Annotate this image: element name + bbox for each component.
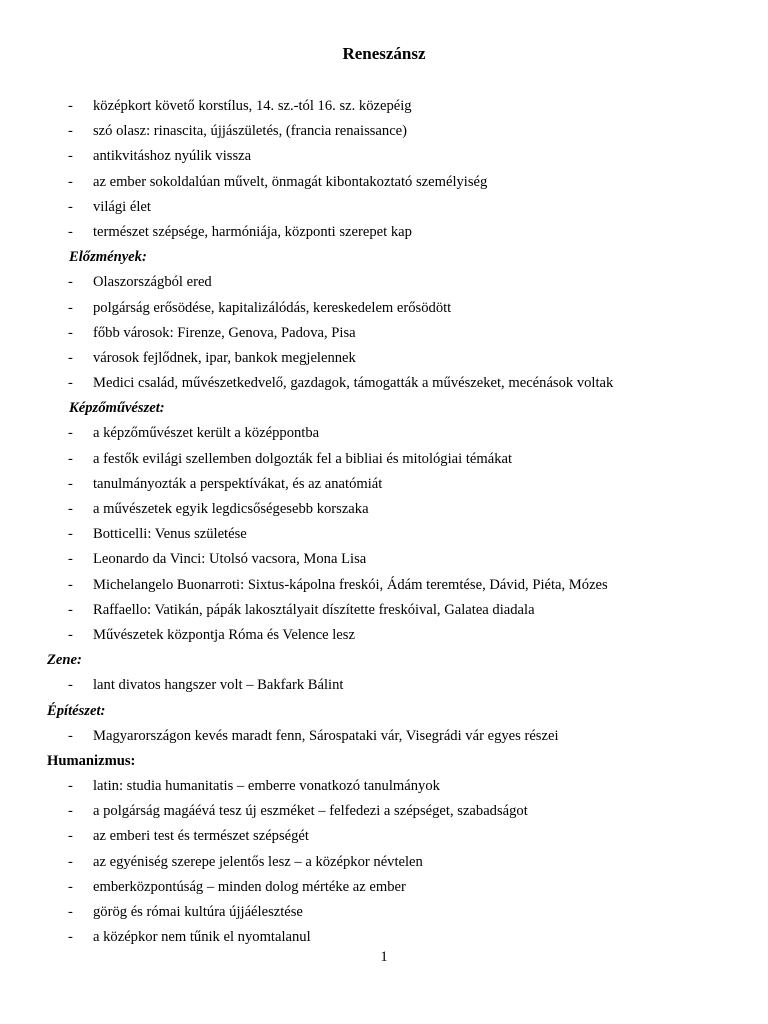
list-item <box>0 296 768 321</box>
list-item <box>0 346 768 371</box>
list-item <box>0 321 768 346</box>
list-item <box>0 573 768 598</box>
list-item-text: az ember sokoldalúan művelt, önmagát kibontakoztató személyiség <box>93 173 488 190</box>
list-item <box>0 900 768 925</box>
list-dash: - <box>68 123 73 140</box>
list-dash: - <box>68 828 73 845</box>
list-dash: - <box>68 450 73 467</box>
list-dash: - <box>68 551 73 568</box>
list-item <box>0 623 768 648</box>
list-item <box>0 824 768 849</box>
list-item <box>0 774 768 799</box>
list-item <box>0 195 768 220</box>
list-item <box>0 472 768 497</box>
list-dash: - <box>68 223 73 240</box>
list-item-text: tanulmányozták a perspektívákat, és az anatómiát <box>93 475 383 492</box>
list-item-text: antikvitáshoz nyúlik vissza <box>93 148 252 165</box>
page-title: Reneszánsz <box>342 44 426 63</box>
list-item-text: görög és római kultúra újjáélesztése <box>93 904 303 920</box>
list-item-text: világi élet <box>93 198 151 215</box>
list-dash: - <box>68 198 73 215</box>
section-heading-kepzomuveszet: Képzőművészet: <box>69 400 165 417</box>
list-item-text: emberközpontúság – minden dolog mértéke az ember <box>93 878 406 895</box>
list-item-text: középkort követő korstílus, 14. sz.-tól 16. sz. közepéig <box>93 98 412 114</box>
list-dash: - <box>68 349 73 366</box>
list-item-text: városok fejlődnek, ipar, bankok megjelennek <box>93 349 356 366</box>
list-item-text: az emberi test és természet szépségét <box>93 828 309 845</box>
list-item-text: főbb városok: Firenze, Genova, Padova, Pisa <box>93 324 356 341</box>
list-dash: - <box>68 803 73 820</box>
list-dash: - <box>68 98 73 114</box>
list-item-text: a művészetek egyik legdicsőségesebb korszaka <box>93 501 369 517</box>
list-dash: - <box>68 904 73 920</box>
list-item-text: szó olasz: rinascita, újjászületés, (francia renaissance) <box>93 123 408 140</box>
list-item <box>0 220 768 245</box>
list-item <box>0 875 768 900</box>
list-item <box>0 598 768 623</box>
list-dash: - <box>68 148 73 165</box>
list-item <box>0 371 768 396</box>
list-dash: - <box>68 626 73 643</box>
list-item <box>0 497 768 522</box>
list-dash: - <box>68 778 73 795</box>
list-dash: - <box>68 576 73 593</box>
list-dash: - <box>68 475 73 492</box>
list-item <box>0 799 768 824</box>
page-number: 1 <box>380 949 388 965</box>
list-item-text: Magyarországon kevés maradt fenn, Sárospataki vár, Visegrádi vár egyes részei <box>93 727 559 744</box>
list-item <box>0 170 768 195</box>
section-heading-zene: Zene: <box>47 652 82 669</box>
list-item-text: a polgárság magáévá tesz új eszméket – felfedezi a szépséget, szabadságot <box>93 803 528 820</box>
list-item-text: a festők evilági szellemben dolgozták fel a bibliai és mitológiai témákat <box>93 450 513 467</box>
list-dash: - <box>68 324 73 341</box>
list-item-text: Medici család, művészetkedvelő, gazdagok, támogatták a művészeket, mecénások voltak <box>93 375 614 392</box>
list-item-text: a képzőművészet került a középpontba <box>93 425 320 442</box>
list-item-text: Olaszországból ered <box>93 274 212 291</box>
section-heading-epiteszet: Építészet: <box>47 702 106 719</box>
list-item <box>0 421 768 446</box>
list-item-text: Botticelli: Venus születése <box>93 526 247 543</box>
list-item <box>0 547 768 572</box>
list-item <box>0 673 768 698</box>
list-item-text: Leonardo da Vinci: Utolsó vacsora, Mona Lisa <box>93 551 367 568</box>
list-dash: - <box>68 601 73 618</box>
list-dash: - <box>68 299 73 316</box>
list-item-text: latin: studia humanitatis – emberre vonatkozó tanulmányok <box>93 778 440 795</box>
section-heading-humanizmus: Humanizmus: <box>47 752 136 769</box>
list-item-text: polgárság erősödése, kapitalizálódás, kereskedelem erősödött <box>93 299 452 316</box>
list-item <box>0 850 768 875</box>
list-item <box>0 724 768 749</box>
list-item <box>0 270 768 295</box>
list-item-text: lant divatos hangszer volt – Bakfark Bálint <box>93 677 344 694</box>
list-item-text: Raffaello: Vatikán, pápák lakosztályait díszítette freskóival, Galatea diadala <box>93 601 535 618</box>
list-dash: - <box>68 526 73 543</box>
list-dash: - <box>68 501 73 517</box>
list-item-text: Művészetek központja Róma és Velence lesz <box>93 626 355 643</box>
list-dash: - <box>68 853 73 870</box>
list-item <box>0 119 768 144</box>
list-dash: - <box>68 274 73 291</box>
section-heading-elozmenyek: Előzmények: <box>69 249 147 266</box>
list-item <box>0 522 768 547</box>
list-item-text: a középkor nem tűnik el nyomtalanul <box>93 929 311 946</box>
list-dash: - <box>68 425 73 442</box>
list-item <box>0 447 768 472</box>
list-dash: - <box>68 929 73 946</box>
list-dash: - <box>68 878 73 895</box>
list-dash: - <box>68 727 73 744</box>
list-dash: - <box>68 677 73 694</box>
list-item <box>0 94 768 119</box>
list-dash: - <box>68 375 73 392</box>
list-item-text: az egyéniség szerepe jelentős lesz – a középkor névtelen <box>93 853 423 870</box>
list-item-text: Michelangelo Buonarroti: Sixtus-kápolna freskói, Ádám teremtése, Dávid, Piéta, Mózes <box>93 576 608 593</box>
list-item-text: természet szépsége, harmóniája, központi szerepet kap <box>93 223 412 240</box>
list-item <box>0 144 768 169</box>
document-body <box>0 94 768 950</box>
list-dash: - <box>68 173 73 190</box>
